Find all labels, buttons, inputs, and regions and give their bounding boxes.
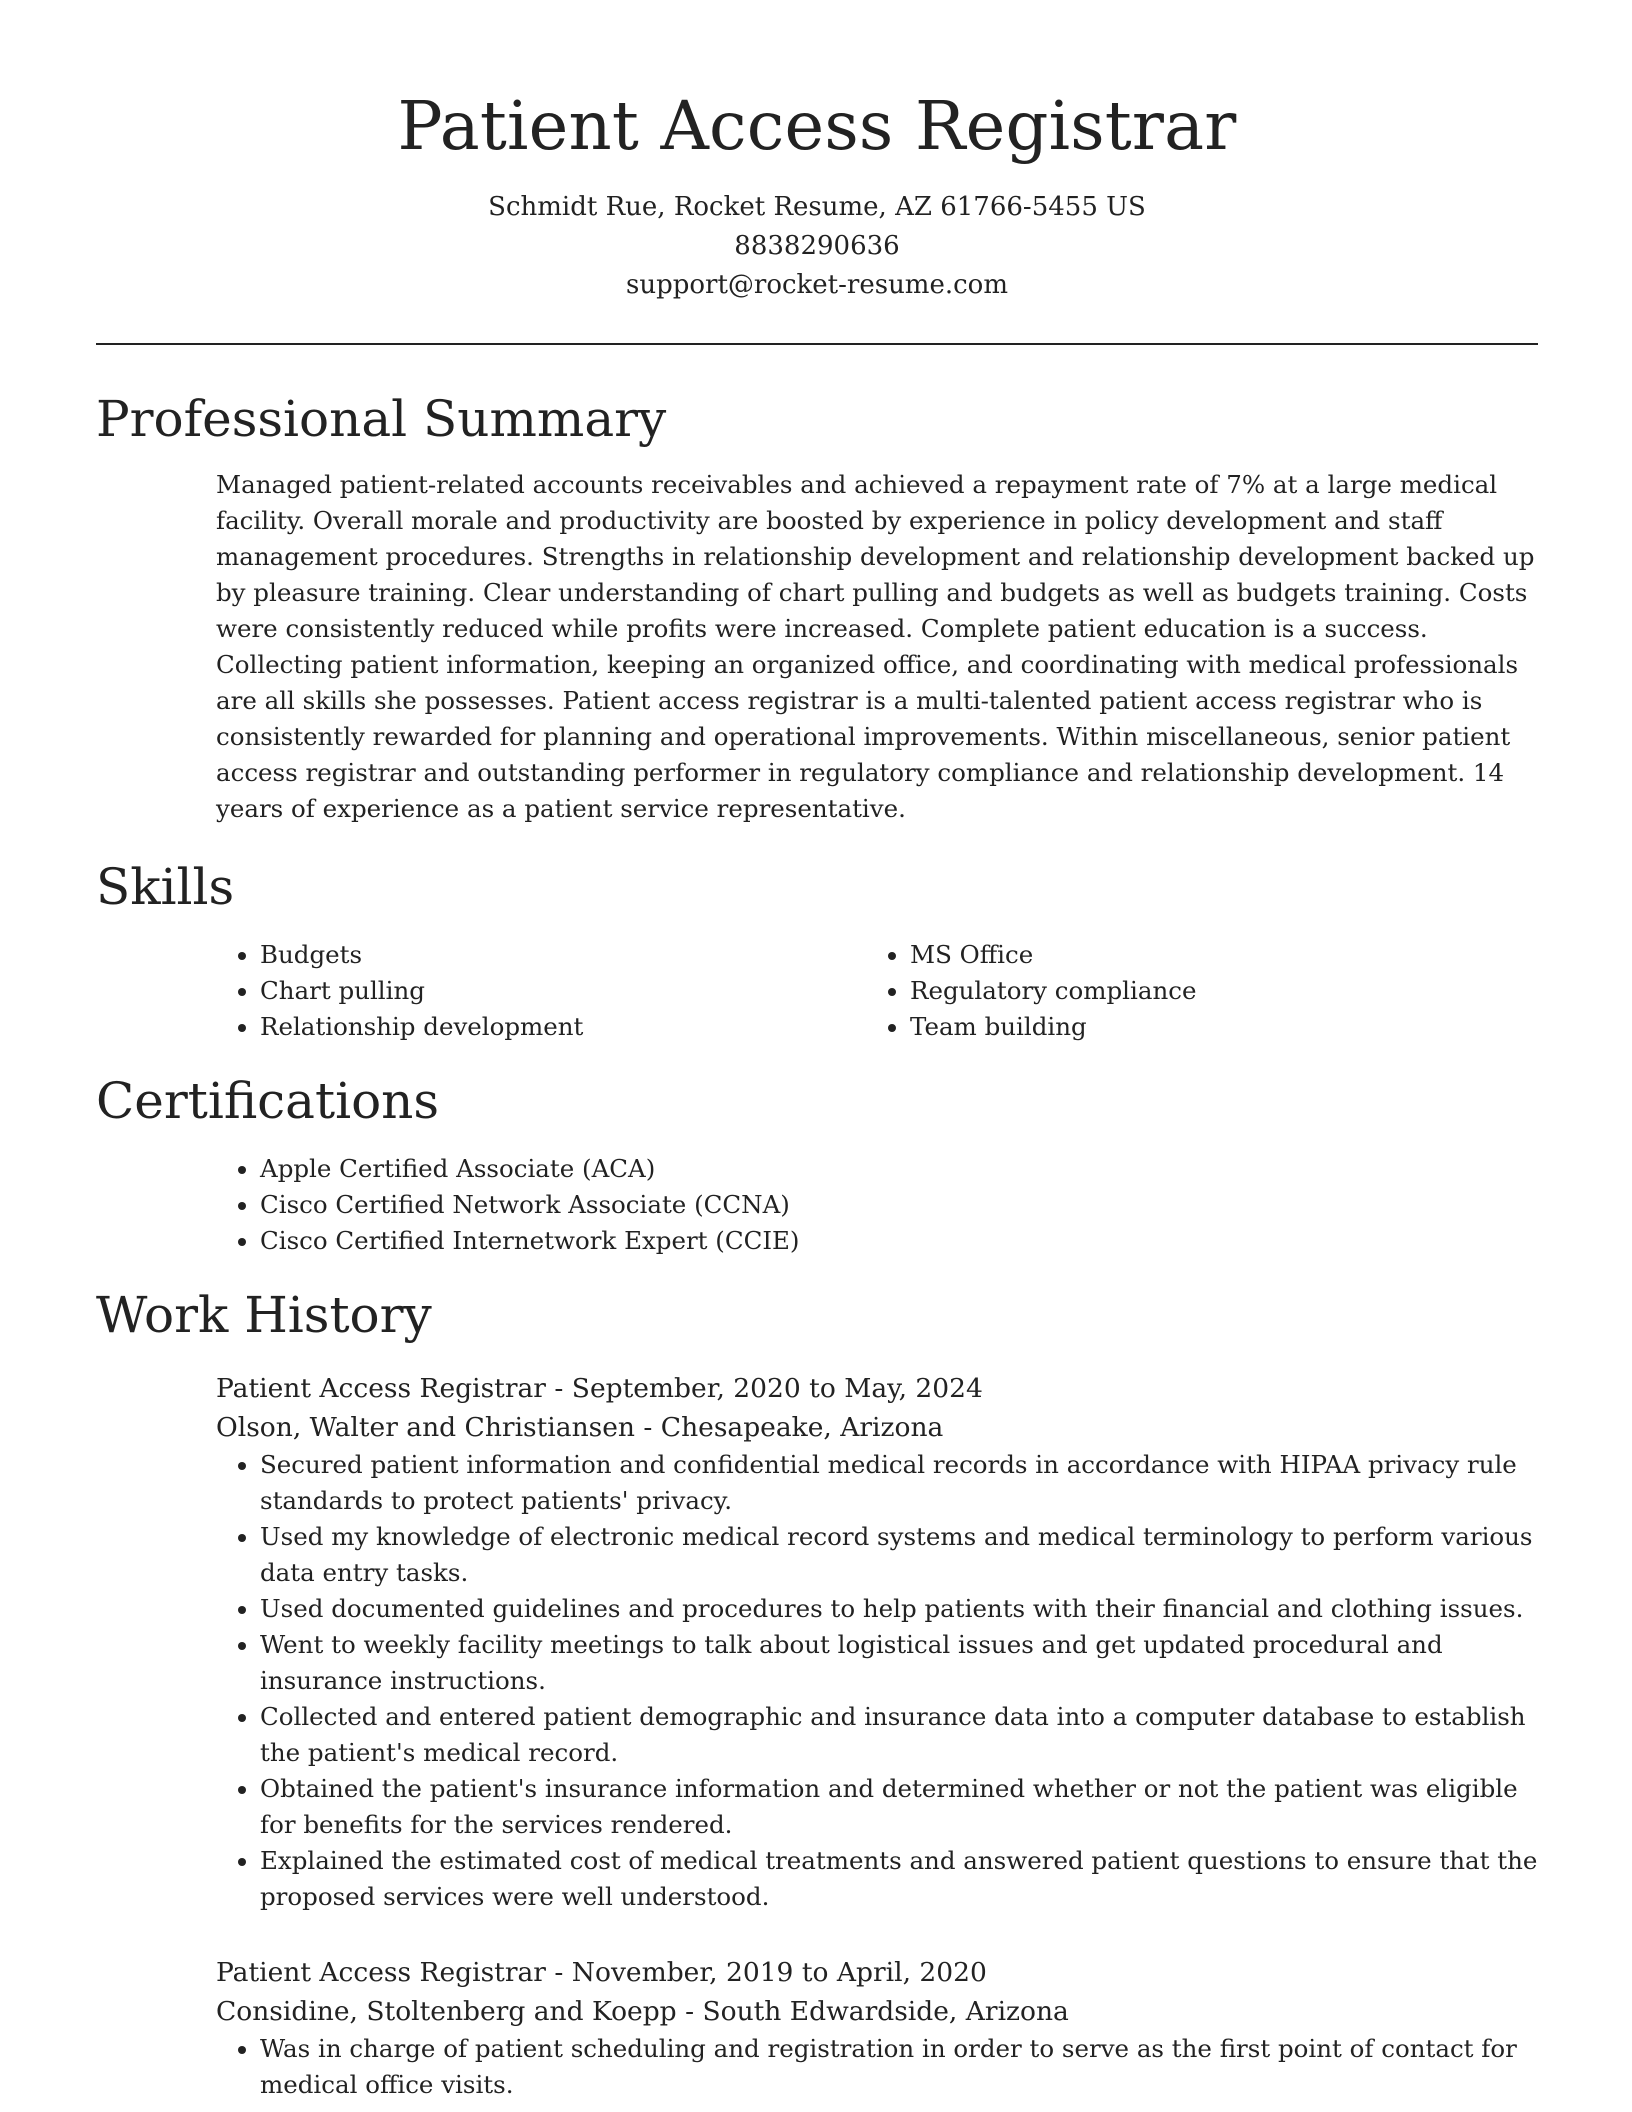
skill-item: • Chart pulling (260, 973, 866, 1009)
job-entry (216, 1369, 1538, 1915)
job-location: Chesapeake, Arizona (660, 1412, 944, 1443)
job-title: Patient Access Registrar (216, 1373, 546, 1404)
job-company-line (216, 1992, 1538, 2031)
job-entry (216, 1953, 1538, 2103)
job-location: South Edwardside, Arizona (702, 1996, 1069, 2027)
contact-address: Schmidt Rue, Rocket Resume, AZ 61766-5455 US (488, 192, 1146, 222)
job-duty-item: • Was in charge of patient scheduling and registration in order to serve as the first point of contact for medical office visits. (260, 2031, 1538, 2103)
job-duty-item: • Used documented guidelines and procedures to help patients with their financial and clothing issues. (260, 1591, 1538, 1627)
separator: - (545, 1957, 572, 1988)
contact-info (96, 188, 1538, 305)
certification-item: • Apple Certified Associate (ACA) (260, 1151, 1538, 1187)
job-duty-item: • Secured patient information and confidential medical records in accordance with HIPAA privacy rule standards to protect patients' privacy. (260, 1447, 1538, 1519)
skills-heading: Skills (96, 858, 235, 916)
summary-heading: Professional Summary (96, 390, 667, 448)
job-duties (216, 2031, 1538, 2103)
job-company-line (216, 1408, 1538, 1447)
contact-email: support@rocket-resume.com (625, 270, 1008, 300)
certification-item: • Cisco Certified Internetwork Expert (CCIE) (260, 1223, 1538, 1259)
skill-item: • Relationship development (260, 1009, 866, 1045)
job-company: Olson, Walter and Christiansen (216, 1412, 635, 1443)
job-dates: September, 2020 to May, 2024 (571, 1373, 983, 1404)
job-duty-item: • Collected and entered patient demographic and insurance data into a computer database to establish the patient's medical record. (260, 1699, 1538, 1771)
job-title-line (216, 1369, 1538, 1408)
job-title: Patient Access Registrar (216, 1957, 546, 1988)
job-title-line (216, 1953, 1538, 1992)
skills-list (216, 937, 1538, 1045)
skills-column-right (866, 937, 1516, 1045)
job-duty-item: • Obtained the patient's insurance information and determined whether or not the patient was eligible for benefits for the services rendered. (260, 1771, 1538, 1843)
job-company: Considine, Stoltenberg and Koepp (216, 1996, 677, 2027)
resume-title: Patient Access Registrar (397, 87, 1237, 165)
job-duty-item: • Explained the estimated cost of medical treatments and answered patient questions to ensure that the proposed services were well understood. (260, 1843, 1538, 1915)
resume-header (96, 0, 1538, 305)
skill-item: • Team building (910, 1009, 1516, 1045)
work-history-heading: Work History (96, 1286, 432, 1344)
skills-column-left (216, 937, 866, 1045)
header-divider (96, 343, 1538, 345)
resume-page (96, 0, 1538, 2103)
separator: - (634, 1412, 661, 1443)
certifications-heading: Certifications (96, 1072, 440, 1130)
certifications-list (216, 1151, 1538, 1259)
separator: - (545, 1373, 572, 1404)
skill-item: • Budgets (260, 937, 866, 973)
job-duties (216, 1447, 1538, 1915)
skill-item: • Regulatory compliance (910, 973, 1516, 1009)
job-duty-item: • Went to weekly facility meetings to talk about logistical issues and get updated procedural and insurance instructions. (260, 1627, 1538, 1699)
job-dates: November, 2019 to April, 2020 (571, 1957, 987, 1988)
job-duty-item: • Used my knowledge of electronic medical record systems and medical terminology to perform various data entry tasks. (260, 1519, 1538, 1591)
certification-item: • Cisco Certified Network Associate (CCNA) (260, 1187, 1538, 1223)
contact-phone: 8838290636 (734, 231, 900, 261)
skill-item: • MS Office (910, 937, 1516, 973)
summary-text: Managed patient-related accounts receivables and achieved a repayment rate of 7% at a large medical facility. Overall morale and productivity are boosted by experience in policy development and staff management procedures. Strengths in relationship development and relationship development backed up by pleasure training. Clear understanding of chart pulling and budgets as well as budgets training. Costs were consistently reduced while profits were increased. Complete patient education is a success. Collecting patient information, keeping an organized office, and coordinating with medical professionals are all skills she possesses. Patient access registrar is a multi-talented patient access registrar who is consistently rewarded for planning and operational improvements. Within miscellaneous, senior patient access registrar and outstanding performer in regulatory compliance and relationship development. 14 years of experience as a patient service representative. (216, 470, 1535, 823)
separator: - (676, 1996, 703, 2027)
